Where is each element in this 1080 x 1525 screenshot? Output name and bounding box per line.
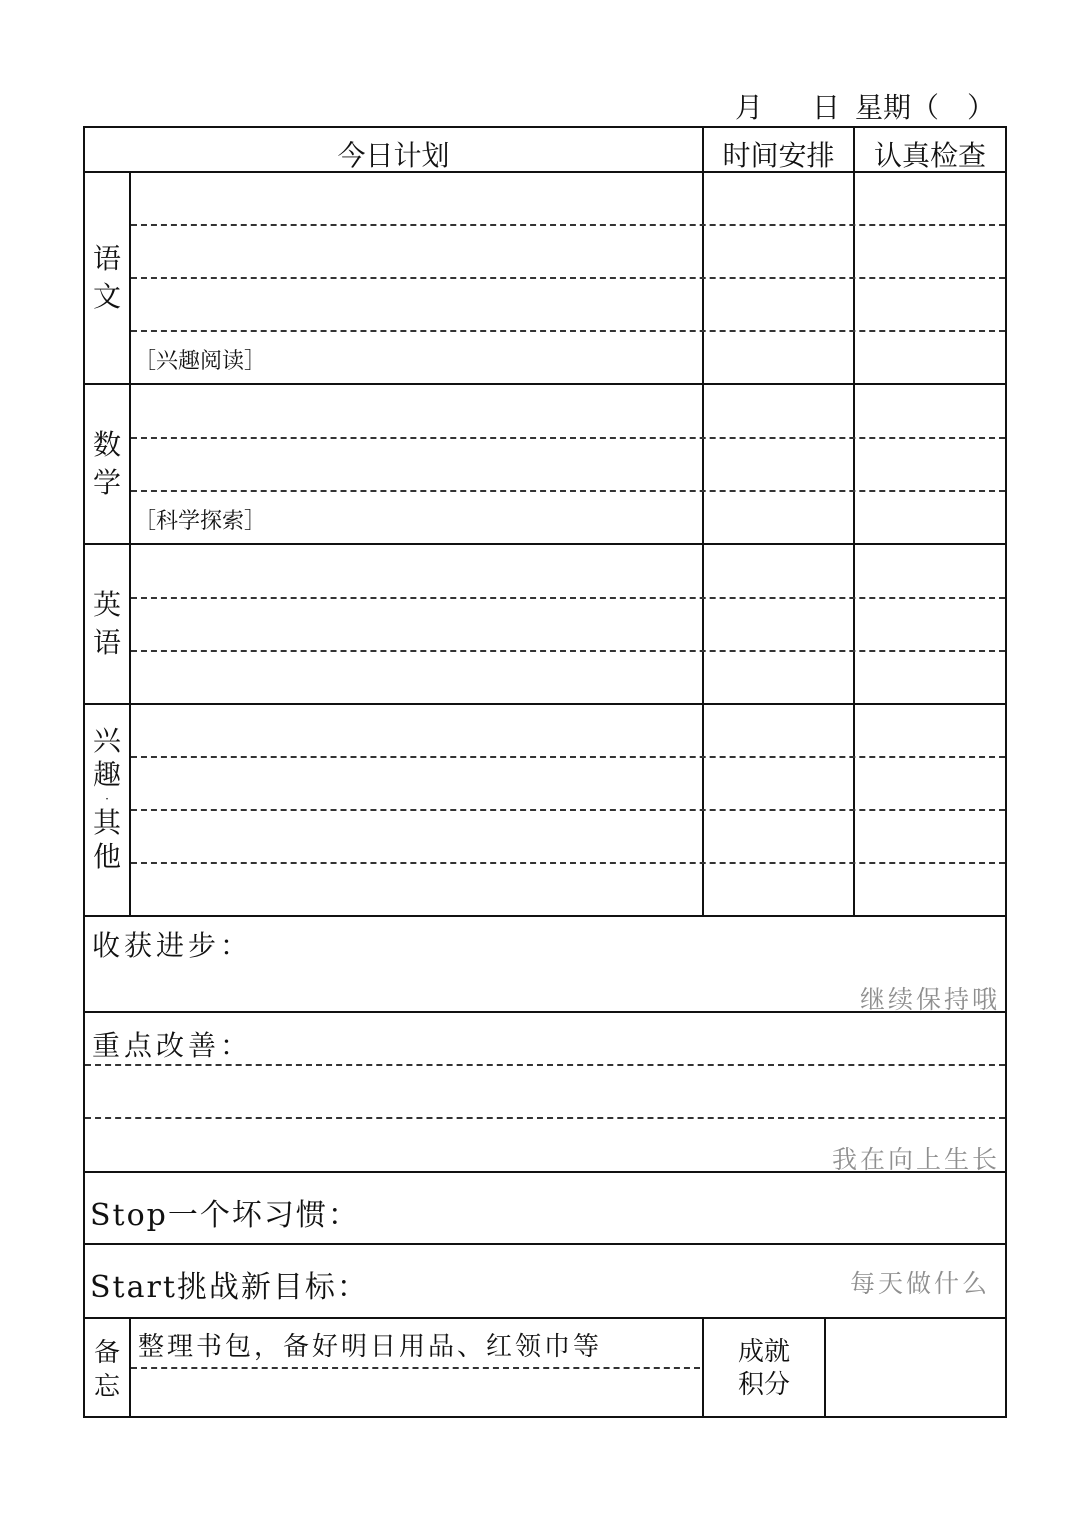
weekday-label: 星期（ ） [855, 91, 996, 124]
memo-label: 备 忘 [93, 1338, 120, 1402]
start-goal-label: Start挑战新目标： [90, 1270, 369, 1305]
column-header-plan: 今日计划 [337, 139, 450, 172]
achievement-points-field[interactable] [826, 1319, 1005, 1416]
memo-text: 整理书包，备好明日用品、红领巾等 [138, 1332, 603, 1362]
achievement-line-2: 积分 [737, 1370, 790, 1400]
improve-label: 重点改善： [92, 1029, 253, 1062]
stop-habit-label: Stop一个坏习惯： [90, 1198, 360, 1233]
start-hint: 每天做什么 [849, 1269, 990, 1298]
improve-hint: 我在向上生长 [831, 1145, 1000, 1174]
column-header-check: 认真检查 [873, 139, 986, 172]
note-science-exploration: ［科学探索］ [134, 509, 267, 534]
day-label: 日 [812, 91, 841, 124]
month-label: 月 [735, 91, 764, 124]
harvest-hint: 继续保持哦 [859, 985, 1000, 1014]
note-interest-reading: ［兴趣阅读］ [134, 349, 267, 374]
achievement-points-label [704, 1336, 824, 1402]
subject-math: 数 学 [92, 428, 121, 499]
column-header-time: 时间安排 [722, 139, 835, 172]
subject-chinese: 语 文 [92, 242, 121, 313]
harvest-label: 收获进步： [92, 929, 253, 962]
subject-interest-other: 兴 趣 · 其 他 [92, 724, 121, 873]
subject-english: 英 语 [92, 588, 121, 659]
achievement-line-1: 成就 [737, 1337, 790, 1367]
